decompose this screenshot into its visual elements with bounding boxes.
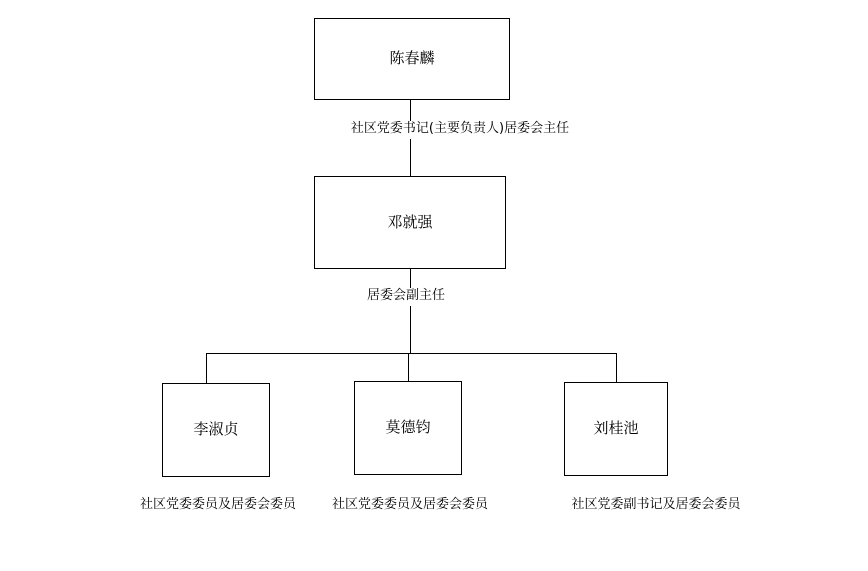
org-node-top-label: 陈春麟 [389, 49, 435, 68]
connector-bus-to-child-1 [206, 353, 207, 383]
org-node-second[interactable] [314, 176, 506, 269]
org-node-child-3[interactable] [564, 382, 668, 476]
org-node-child-2[interactable] [354, 381, 462, 475]
org-caption-top: 社区党委书记(主要负责人)居委会主任 [350, 121, 570, 136]
connector-caption-to-bus [410, 306, 411, 353]
connector-caption-to-second [410, 139, 411, 176]
org-caption-child-1: 社区党委委员及居委会委员 [139, 497, 296, 512]
org-node-second-label: 邓就强 [387, 212, 433, 231]
org-node-child-3-label: 刘桂池 [593, 419, 639, 438]
connector-bus-to-child-3 [616, 353, 617, 382]
connector-top-to-caption [410, 100, 411, 121]
org-caption-child-2: 社区党委委员及居委会委员 [331, 497, 488, 512]
org-node-child-1[interactable] [162, 383, 270, 477]
org-node-child-2-label: 莫德钧 [385, 418, 431, 437]
connector-horizontal-bus [206, 353, 616, 354]
connector-second-to-caption [410, 269, 411, 288]
org-node-top[interactable] [314, 18, 510, 100]
connector-bus-to-child-2 [408, 353, 409, 381]
org-node-child-1-label: 李淑贞 [193, 420, 239, 439]
org-caption-child-3: 社区党委副书记及居委会委员 [571, 497, 741, 512]
org-caption-second: 居委会副主任 [366, 288, 445, 303]
